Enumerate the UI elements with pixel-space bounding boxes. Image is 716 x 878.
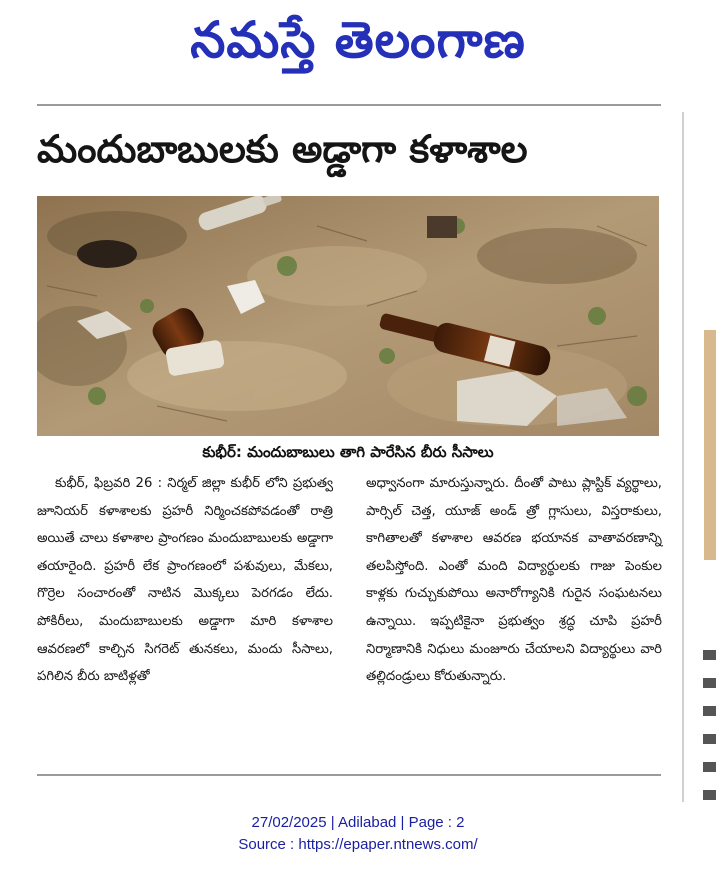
adjacent-article-fragment xyxy=(700,110,716,810)
article-body-left: కుభీర్, ఫిబ్రవరి 26 : నిర్మల్ జిల్లా కుభీర్ లోని ప్రభుత్వ జూనియర్ కళాశాలకు ప్రహరీ నిర్మించకపోవడంతో రాత్రి అయితే చాలు కళాశాల ప్రాంగణం మందుబాబులకు అడ్డాగా తయారైంది. ప్రహరీ లేక ప్రాంగణంలో పశువులు, మేకలు, గొర్రెల సంచారంతో నాటిన మొక్కలు పెరగడం లేదు. పోకిరీలు, మందుబాబులకు అడ్డాగా మారి కళాశాల ఆవరణలో కాల్చిన సిగరెట్ తునకలు, మందు సీసాలు, పగిలిన బీరు బాటిళ్లతో xyxy=(37,476,333,685)
article-photo xyxy=(37,196,659,436)
article-headline: మందుబాబులకు అడ్డాగా కళాశాల xyxy=(37,127,528,171)
adjacent-text-fragment xyxy=(703,678,716,688)
adjacent-text-fragment xyxy=(703,762,716,772)
adjacent-text-fragment xyxy=(703,734,716,744)
photo-caption: కుభీర్: మందుబాబులు తాగి పారేసిన బీరు సీసాలు xyxy=(202,443,494,461)
article-body-right: అధ్వానంగా మారుస్తున్నారు. దీంతో పాటు ప్లాస్టిక్ వ్యర్థాలు, పార్సిల్ చెత్త, యూజ్ అండ్ త్రో గ్లాసులు, విస్తరాకులు, కాగితాలతో కళాశాల ఆవరణ భయానక వాతావరణాన్ని తలపిస్తోంది. ఎంతో మంది విద్యార్థులకు గాజు పెంకుల కాళ్లకు గుచ్చుకుపోయి అనారోగ్యానికి గురైన సంఘటనలు ఉన్నాయి. ఇప్పటికైనా ప్రభుత్వం శ్రద్ధ చూపి ప్రహరీ నిర్మాణానికి నిధులు మంజూరు చేయాలని విద్యార్థులు వారి తల్లిదండ్రులు కోరుతున్నారు. xyxy=(366,476,662,685)
adjacent-photo-fragment xyxy=(704,330,716,560)
top-divider xyxy=(37,104,661,106)
adjacent-text-fragment xyxy=(703,790,716,800)
source-link[interactable]: Source : https://epaper.ntnews.com/ xyxy=(238,836,478,853)
adjacent-text-fragment xyxy=(703,650,716,660)
column-divider xyxy=(682,112,684,802)
newspaper-logo: నమస్తే తెలంగాణ xyxy=(190,11,526,69)
page-footer xyxy=(0,812,716,856)
bottom-divider xyxy=(37,774,661,776)
article-column-left xyxy=(37,470,333,691)
adjacent-text-fragment xyxy=(703,706,716,716)
masthead xyxy=(0,0,716,80)
article-column-right xyxy=(366,470,662,691)
edition-info: 27/02/2025 | Adilabad | Page : 2 xyxy=(251,814,465,831)
